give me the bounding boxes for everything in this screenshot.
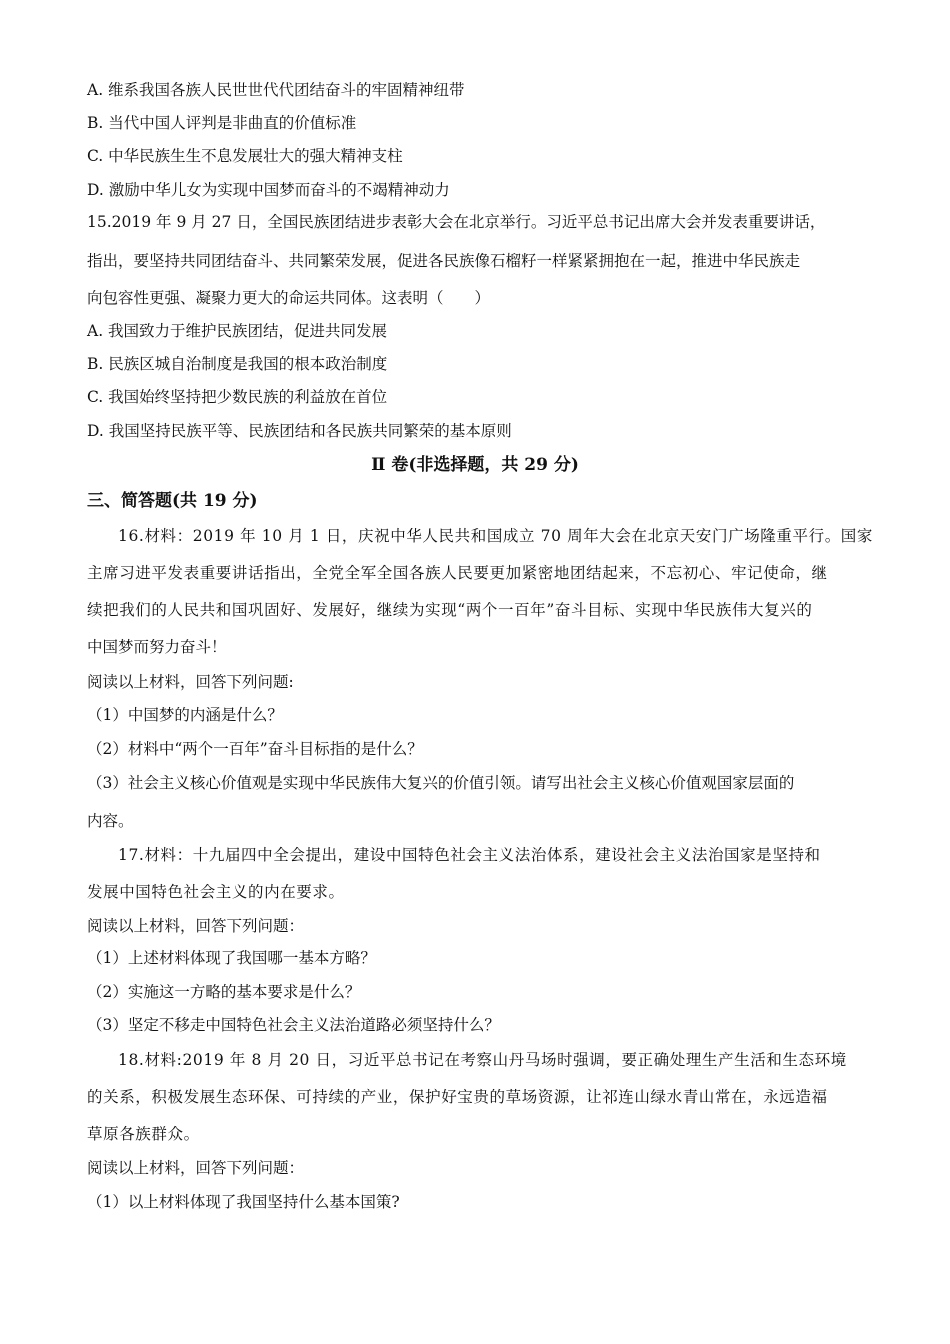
q16-prompt: 阅读以上材料，回答下列问题: xyxy=(87,673,294,691)
q15-option-c: C. 我国始终坚持把少数民族的利益放在首位 xyxy=(87,388,388,406)
q16-material-line: 中国梦而努力奋斗！ xyxy=(87,638,227,656)
q15-option-a: A. 我国致力于维护民族团结，促进共同发展 xyxy=(87,322,388,340)
q18-prompt: 阅读以上材料，回答下列问题： xyxy=(87,1159,305,1177)
q17-material-line: 17.材料：十九届四中全会提出，建设中国特色社会主义法治体系，建设社会主义法治国家是坚持和 xyxy=(118,846,821,864)
q17-material-line: 发展中国特色社会主义的内在要求。 xyxy=(87,883,345,901)
q14-option-b: B. 当代中国人评判是非曲直的价值标准 xyxy=(87,114,357,132)
q15-option-b: B. 民族区城自治制度是我国的根本政治制度 xyxy=(87,355,388,373)
q15-stem-line: 指出，要坚持共同团结奋斗、共同繁荣发展，促进各民族像石榴籽一样紧紧拥抱在一起，推进中华民族走 xyxy=(87,252,801,270)
q14-option-d: D. 激励中华儿女为实现中国梦而奋斗的不竭精神动力 xyxy=(87,181,450,199)
q16-material-line: 16.材料：2019 年 10 月 1 日，庆祝中华人民共和国成立 70 周年大会在北京天安门广场隆重平行。国家 xyxy=(118,527,873,545)
q17-question-1: （1）上述材料体现了我国哪一基本方略？ xyxy=(87,949,376,967)
q16-question-3-cont: 内容。 xyxy=(87,812,134,830)
q15-stem-line: 15.2019 年 9 月 27 日，全国民族团结进步表彰大会在北京举行。习近平总书记出席大会并发表重要讲话， xyxy=(87,213,826,231)
part2-title: Ⅱ 卷(非选择题，共 29 分) xyxy=(371,455,579,475)
section3-title: 三、简答题(共 19 分) xyxy=(87,491,258,511)
q18-material-line: 18.材料:2019 年 8 月 20 日，习近平总书记在考察山丹马场时强调，要正确处理生产生活和生态环境 xyxy=(118,1051,847,1069)
q14-option-a: A. 维系我国各族人民世世代代团结奋斗的牢固精神纽带 xyxy=(87,81,465,99)
q16-question-1: （1）中国梦的内涵是什么？ xyxy=(87,706,283,724)
q16-question-2: （2）材料中“两个一百年”奋斗目标指的是什么？ xyxy=(87,740,423,758)
q16-question-3: （3）社会主义核心价值观是实现中华民族伟大复兴的价值引领。请写出社会主义核心价值观国家层面的 xyxy=(87,774,795,792)
q18-material-line: 的关系，积极发展生态环保、可持续的产业，保护好宝贵的草场资源，让祁连山绿水青山常在，永远造福 xyxy=(87,1088,828,1106)
q18-question-1: （1）以上材料体现了我国坚持什么基本国策? xyxy=(87,1193,400,1211)
q18-material-line: 草原各族群众。 xyxy=(87,1125,200,1143)
q15-stem-line: 向包容性更强、凝聚力更大的命运共同体。这表明（ ） xyxy=(87,289,491,307)
q16-material-line: 主席习进平发表重要讲话指出，全党全军全国各族人民要更加紧密地团结起来，不忘初心、牢记使命，继 xyxy=(87,564,828,582)
q17-question-2: （2）实施这一方略的基本要求是什么？ xyxy=(87,983,361,1001)
q14-option-c: C. 中华民族生生不息发展壮大的强大精神支柱 xyxy=(87,147,403,165)
q17-prompt: 阅读以上材料，回答下列问题： xyxy=(87,917,305,935)
q16-material-line: 续把我们的人民共和国巩固好、发展好，继续为实现“两个一百年”奋斗目标、实现中华民族伟大复兴的 xyxy=(87,601,813,619)
q15-option-d: D. 我国坚持民族平等、民族团结和各民族共同繁荣的基本原则 xyxy=(87,422,512,440)
q17-question-3: （3）坚定不移走中国特色社会主义法治道路必须坚持什么？ xyxy=(87,1016,500,1034)
